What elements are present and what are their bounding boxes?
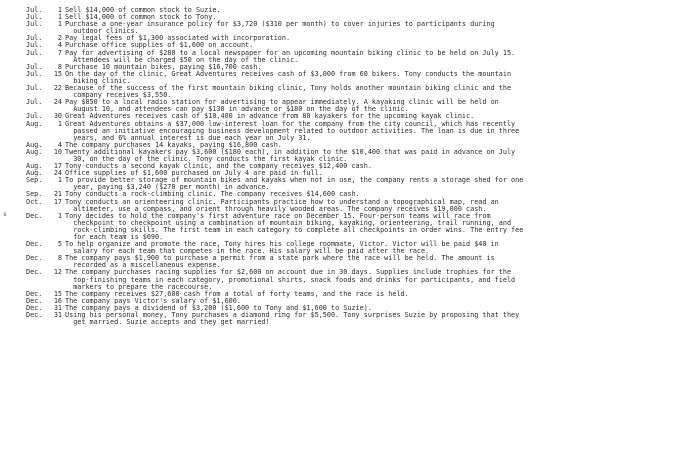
entry-day: 10 xyxy=(53,147,62,156)
entry-day: 24 xyxy=(53,98,62,107)
entry-month: Jul. xyxy=(26,98,43,107)
entry-month: Dec. xyxy=(26,296,43,305)
entry-month: Sep. xyxy=(26,190,43,199)
entry-month: Aug. xyxy=(26,169,43,178)
entry-day: 1 xyxy=(57,20,62,29)
entry-day: 12 xyxy=(53,268,62,277)
entry-month: Dec. xyxy=(26,268,43,277)
entry-day: 30 xyxy=(53,112,62,121)
entry-day: 17 xyxy=(53,162,62,171)
entry-day: 1 xyxy=(57,176,62,185)
entry-month: Jul. xyxy=(26,48,43,57)
entry-day: 1 xyxy=(57,211,62,220)
entry-text: Pay legal fees of $1,300 associated with incorporation. xyxy=(65,34,291,43)
margin-mark: s xyxy=(3,210,7,218)
entry-day: 4 xyxy=(57,41,62,50)
entry-month: Dec. xyxy=(26,311,43,320)
entry-text: Office supplies of $1,600 purchased on July 4 are paid in full. xyxy=(65,169,323,178)
entry-text: To help organize and promote the race, Tony hires his college roommate, Victor. Victor will be paid $40 in salary for each team that competes in the race. His salary will be paid after the race. xyxy=(65,240,499,256)
entry-day: 15 xyxy=(53,289,62,298)
entry-month: Jul. xyxy=(26,34,43,43)
entry-text: The company purchases 14 kayaks, paying $16,800 cash. xyxy=(65,140,282,149)
entry-day: 7 xyxy=(57,48,62,57)
entry-text: Sell $14,000 of common stock to Tony. xyxy=(65,13,217,22)
entry-text: Twenty additional kayakers pay $3,600 ($180 each), in addition to the $10,400 that was paid in advance on July 30, on the day of the clinic. Tony conducts the first kayak clinic. xyxy=(65,147,516,163)
entry-month: Jul. xyxy=(26,62,43,71)
transaction-entry xyxy=(26,149,691,163)
entry-text: Tony conducts a rock-climbing clinic. The company receives $14,600 cash. xyxy=(65,190,360,199)
entry-month: Jul. xyxy=(26,69,43,78)
entry-text: Purchase 10 mountain bikes, paying $16,700 cash. xyxy=(65,62,262,71)
entry-text: Tony conducts an orienteering clinic. Participants practice how to understand a topographical map, read an altimeter, use a compass, and orient through heavily wooded areas. The company receives $19,000 cash. xyxy=(65,197,499,213)
entry-text: On the day of the clinic, Great Adventures receives cash of $3,000 from 60 bikers. Tony conducts the mountain biking clinic. xyxy=(65,69,512,85)
entry-day: 8 xyxy=(57,62,62,71)
entry-month: Aug. xyxy=(26,162,43,171)
entry-day: 22 xyxy=(53,84,62,93)
entry-day: 1 xyxy=(57,13,62,22)
entry-text: The company purchases racing supplies for $2,600 on account due in 30 days. Supplies include trophies for the top-finishing teams in each category, promotional shirts, snack foods and drinks for participants, and field markers to prepare the racecourse. xyxy=(65,268,516,291)
transaction-entry xyxy=(26,241,691,255)
transaction-entry xyxy=(26,177,691,191)
transaction-entry xyxy=(26,99,691,113)
entry-month: Aug. xyxy=(26,147,43,156)
entry-text: Great Adventures obtains a $37,000 low-interest loan for the company from the city council, which has recently passed an initiative encouraging business development related to outdoor activities. The loan is due in three years, and 6% annual interest is due each year on July 31. xyxy=(65,119,520,142)
entry-month: Oct. xyxy=(26,197,43,206)
entry-month: Aug. xyxy=(26,140,43,149)
entry-month: Jul. xyxy=(26,84,43,93)
entry-day: 4 xyxy=(57,140,62,149)
transaction-entry xyxy=(26,269,691,290)
entry-month: Jul. xyxy=(26,41,43,50)
entry-text: Using his personal money, Tony purchases a diamond ring for $5,500. Tony surprises Suzie by proposing that they get married. Suzie accepts and they get married! xyxy=(65,311,520,327)
entry-day: 15 xyxy=(53,69,62,78)
transaction-entry xyxy=(26,255,691,269)
entry-text: The company receives $27,600 cash from a total of forty teams, and the race is held. xyxy=(65,289,409,298)
entry-day: 1 xyxy=(57,119,62,128)
entry-text: The company pays $1,900 to purchase a permit from a state park where the race will be held. The amount is recorded as a miscellaneous expense. xyxy=(65,254,495,270)
entry-text: The company pays Victor's salary of $1,600. xyxy=(65,296,241,305)
entry-text: Tony conducts a second kayak clinic, and the company receives $12,400 cash. xyxy=(65,162,372,171)
entry-day: 17 xyxy=(53,197,62,206)
entry-month: Jul. xyxy=(26,112,43,121)
entry-month: Jul. xyxy=(26,6,43,14)
entry-text: Purchase a one-year insurance policy for $3,720 ($310 per month) to cover injuries to participants during outdoor clinics. xyxy=(65,20,495,36)
entry-month: Aug. xyxy=(26,119,43,128)
transaction-entry xyxy=(26,21,691,35)
entry-text: Sell $14,000 of common stock to Suzie. xyxy=(65,6,221,14)
entry-day: 5 xyxy=(57,240,62,249)
entry-month: Dec. xyxy=(26,254,43,263)
entry-text: To provide better storage of mountain bikes and kayaks when not in use, the company rents a storage shed for one year, paying $3,240 ($270 per month) in advance. xyxy=(65,176,524,192)
entry-text: Great Adventures receives cash of $10,400 in advance from 80 kayakers for the upcoming kayak clinic. xyxy=(65,112,475,121)
entry-day: 16 xyxy=(53,296,62,305)
entry-day: 8 xyxy=(57,254,62,263)
entry-day: 31 xyxy=(53,311,62,320)
entry-text: Purchase office supplies of $1,600 on account. xyxy=(65,41,254,50)
entry-month: Jul. xyxy=(26,13,43,22)
entry-text: Pay for advertising of $280 to a local newspaper for an upcoming mountain biking clinic to be held on July 15. Attendees will be charged $50 on the day of the clinic. xyxy=(65,48,516,64)
transaction-entry xyxy=(26,312,691,326)
entry-month: Jul. xyxy=(26,20,43,29)
transaction-entry xyxy=(26,213,691,241)
entry-month: Sep. xyxy=(26,176,43,185)
transaction-entry xyxy=(26,121,691,142)
entry-text: Pay $850 to a local radio station for advertising to appear immediately. A kayaking clinic will be held on August 10, and attendees can pay $130 in advance or $180 on the day of the clinic. xyxy=(65,98,499,114)
transaction-entry xyxy=(26,50,691,64)
entry-day: 1 xyxy=(57,6,62,14)
transaction-entry xyxy=(26,71,691,85)
entry-day: 2 xyxy=(57,34,62,43)
transaction-entries xyxy=(26,7,691,326)
transaction-entry xyxy=(26,199,691,213)
entry-text: Tony decides to hold the company's first adventure race on December 15. Four-person teams will race from checkpoint to checkpoint using a combination of mountain biking, kayaking, orienteering, trail running, and rock-climbing skills. The first team in each category to complete all checkpoints in order wins. The entry fee for each team is $690. xyxy=(65,211,524,241)
entry-day: 31 xyxy=(53,303,62,312)
entry-text: The company pays a dividend of $3,200 ($1,600 to Tony and $1,600 to Suzie). xyxy=(65,303,372,312)
entry-day: 21 xyxy=(53,190,62,199)
entry-day: 24 xyxy=(53,169,62,178)
entry-month: Dec. xyxy=(26,240,43,249)
entry-month: Dec. xyxy=(26,303,43,312)
entry-text: Because of the success of the first mountain biking clinic, Tony holds another mountain biking clinic and the company receives $3,550. xyxy=(65,84,512,100)
transaction-entry xyxy=(26,85,691,99)
entry-month: Dec. xyxy=(26,211,43,220)
entry-month: Dec. xyxy=(26,289,43,298)
